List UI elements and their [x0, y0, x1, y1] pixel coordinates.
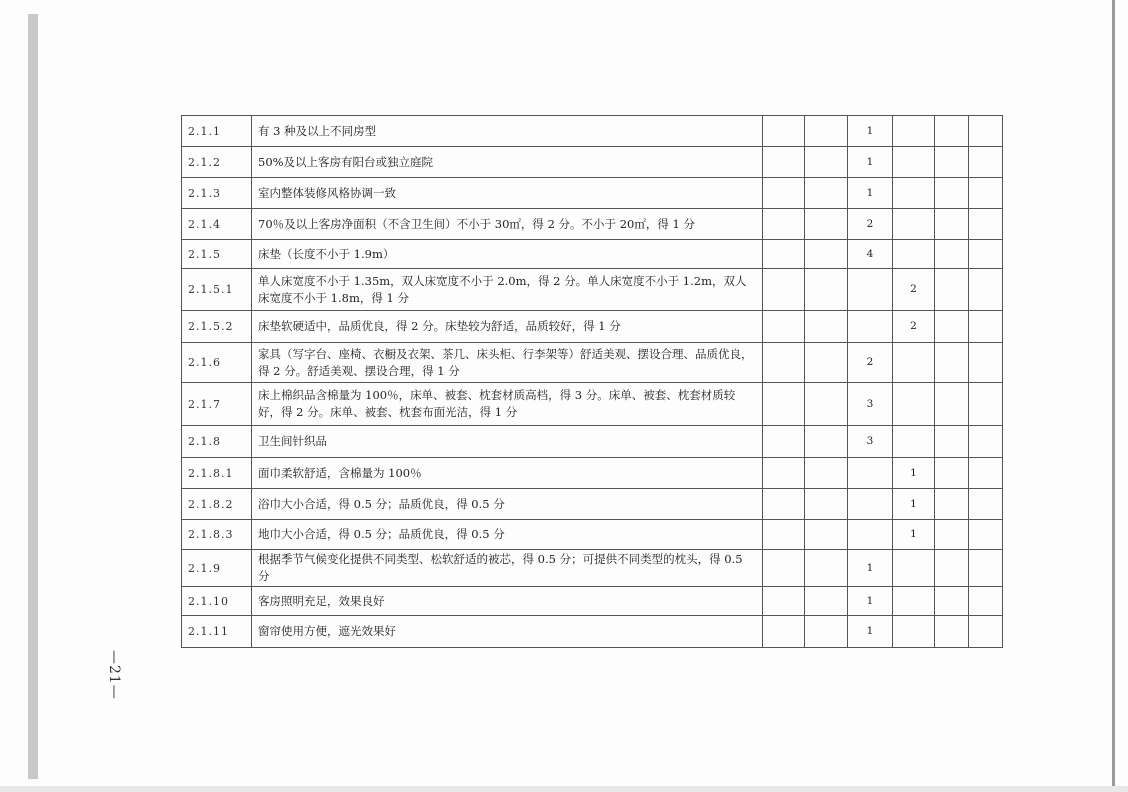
score-cell-c5 [935, 489, 969, 520]
score-cell-c3 [848, 520, 893, 550]
table-row [182, 116, 1003, 147]
table-row [182, 587, 1003, 616]
item-description: 窗帘使用方便，遮光效果好 [252, 616, 763, 648]
score-cell-c3: 1 [848, 178, 893, 209]
score-cell-c6 [969, 147, 1003, 178]
score-cell-c5 [935, 616, 969, 648]
score-cell-c6 [969, 587, 1003, 616]
score-cell-c5 [935, 209, 969, 240]
item-code: 2.1.5.2 [182, 311, 252, 343]
item-code: 2.1.8.2 [182, 489, 252, 520]
score-cell-c1 [763, 383, 805, 426]
score-cell-c3 [848, 269, 893, 311]
score-cell-c4 [893, 116, 935, 147]
item-description: 床上棉织品含棉量为 100％，床单、被套、枕套材质高档，得 3 分。床单、被套、枕套材质较好，得 2 分。床单、被套、枕套布面光洁，得 1 分 [252, 383, 763, 426]
table-row [182, 520, 1003, 550]
score-cell-c3: 1 [848, 616, 893, 648]
score-cell-c5 [935, 311, 969, 343]
scan-edge-left [28, 14, 38, 779]
score-cell-c2 [805, 616, 848, 648]
score-cell-c1 [763, 269, 805, 311]
item-description: 50%及以上客房有阳台或独立庭院 [252, 147, 763, 178]
score-cell-c4: 2 [893, 269, 935, 311]
score-cell-c1 [763, 209, 805, 240]
score-cell-c6 [969, 178, 1003, 209]
score-cell-c5 [935, 458, 969, 489]
item-code: 2.1.10 [182, 587, 252, 616]
score-cell-c2 [805, 240, 848, 269]
item-description: 家具（写字台、座椅、衣橱及衣架、茶几、床头柜、行李架等）舒适美观、摆设合理、品质优良，得 2 分。舒适美观、摆设合理，得 1 分 [252, 343, 763, 383]
score-cell-c1 [763, 178, 805, 209]
score-cell-c3: 2 [848, 209, 893, 240]
score-cell-c6 [969, 520, 1003, 550]
score-cell-c6 [969, 383, 1003, 426]
score-cell-c4: 1 [893, 458, 935, 489]
score-cell-c2 [805, 269, 848, 311]
score-cell-c5 [935, 587, 969, 616]
scan-edge-right [1112, 0, 1115, 792]
item-code: 2.1.1 [182, 116, 252, 147]
score-cell-c2 [805, 426, 848, 458]
score-cell-c6 [969, 550, 1003, 587]
score-cell-c1 [763, 116, 805, 147]
item-description: 面巾柔软舒适，含棉量为 100％ [252, 458, 763, 489]
score-cell-c5 [935, 116, 969, 147]
score-cell-c4: 2 [893, 311, 935, 343]
score-cell-c6 [969, 116, 1003, 147]
table-row [182, 458, 1003, 489]
item-code: 2.1.8 [182, 426, 252, 458]
score-cell-c2 [805, 178, 848, 209]
score-cell-c2 [805, 343, 848, 383]
table-row [182, 240, 1003, 269]
item-code: 2.1.4 [182, 209, 252, 240]
score-cell-c3 [848, 489, 893, 520]
table-row [182, 343, 1003, 383]
score-cell-c4 [893, 426, 935, 458]
item-code: 2.1.5.1 [182, 269, 252, 311]
score-cell-c3 [848, 458, 893, 489]
score-cell-c3: 3 [848, 426, 893, 458]
score-cell-c2 [805, 147, 848, 178]
item-description: 客房照明充足，效果良好 [252, 587, 763, 616]
item-code: 2.1.2 [182, 147, 252, 178]
score-cell-c1 [763, 147, 805, 178]
score-cell-c3: 4 [848, 240, 893, 269]
score-cell-c4 [893, 209, 935, 240]
score-cell-c6 [969, 209, 1003, 240]
score-cell-c3: 3 [848, 383, 893, 426]
score-cell-c5 [935, 269, 969, 311]
score-cell-c6 [969, 616, 1003, 648]
score-cell-c3: 1 [848, 550, 893, 587]
score-cell-c4 [893, 587, 935, 616]
item-description: 地巾大小合适，得 0.5 分；品质优良，得 0.5 分 [252, 520, 763, 550]
table-row [182, 311, 1003, 343]
score-cell-c3: 2 [848, 343, 893, 383]
score-cell-c2 [805, 587, 848, 616]
item-code: 2.1.9 [182, 550, 252, 587]
score-cell-c4: 1 [893, 520, 935, 550]
score-cell-c2 [805, 520, 848, 550]
table-row [182, 383, 1003, 426]
score-cell-c4 [893, 178, 935, 209]
score-cell-c2 [805, 311, 848, 343]
score-cell-c2 [805, 489, 848, 520]
score-cell-c4 [893, 343, 935, 383]
item-description: 浴巾大小合适，得 0.5 分；品质优良，得 0.5 分 [252, 489, 763, 520]
score-cell-c2 [805, 383, 848, 426]
table-row [182, 269, 1003, 311]
score-cell-c4: 1 [893, 489, 935, 520]
score-cell-c5 [935, 178, 969, 209]
score-cell-c2 [805, 116, 848, 147]
score-cell-c3: 1 [848, 587, 893, 616]
score-cell-c1 [763, 311, 805, 343]
score-cell-c6 [969, 269, 1003, 311]
score-cell-c1 [763, 520, 805, 550]
score-cell-c1 [763, 550, 805, 587]
item-description: 根据季节气候变化提供不同类型、松软舒适的被芯，得 0.5 分；可提供不同类型的枕头，得 0.5 分 [252, 550, 763, 587]
score-cell-c1 [763, 240, 805, 269]
score-cell-c3: 1 [848, 147, 893, 178]
score-cell-c5 [935, 550, 969, 587]
item-code: 2.1.3 [182, 178, 252, 209]
page-number: —21— [106, 650, 122, 700]
item-description: 床垫软硬适中，品质优良，得 2 分。床垫较为舒适，品质较好，得 1 分 [252, 311, 763, 343]
item-description: 70％及以上客房净面积（不含卫生间）不小于 30㎡，得 2 分。不小于 20㎡，得 1 分 [252, 209, 763, 240]
score-cell-c6 [969, 489, 1003, 520]
score-cell-c4 [893, 383, 935, 426]
item-description: 床垫（长度不小于 1.9m） [252, 240, 763, 269]
score-cell-c3 [848, 311, 893, 343]
scoring-table [181, 115, 1003, 648]
item-code: 2.1.6 [182, 343, 252, 383]
table-row [182, 209, 1003, 240]
item-description: 单人床宽度不小于 1.35m，双人床宽度不小于 2.0m，得 2 分。单人床宽度不小于 1.2m，双人床宽度不小于 1.8m，得 1 分 [252, 269, 763, 311]
score-cell-c4 [893, 616, 935, 648]
score-cell-c5 [935, 343, 969, 383]
score-cell-c5 [935, 426, 969, 458]
score-cell-c6 [969, 343, 1003, 383]
score-cell-c6 [969, 311, 1003, 343]
score-cell-c3: 1 [848, 116, 893, 147]
score-cell-c1 [763, 343, 805, 383]
score-cell-c2 [805, 458, 848, 489]
score-cell-c2 [805, 209, 848, 240]
score-cell-c1 [763, 489, 805, 520]
score-cell-c1 [763, 616, 805, 648]
score-cell-c5 [935, 383, 969, 426]
table-row [182, 616, 1003, 648]
item-code: 2.1.7 [182, 383, 252, 426]
item-code: 2.1.5 [182, 240, 252, 269]
item-code: 2.1.8.3 [182, 520, 252, 550]
table-row [182, 147, 1003, 178]
score-cell-c5 [935, 520, 969, 550]
table-row [182, 426, 1003, 458]
table-row [182, 489, 1003, 520]
score-cell-c4 [893, 240, 935, 269]
score-cell-c5 [935, 240, 969, 269]
score-cell-c1 [763, 426, 805, 458]
item-description: 有 3 种及以上不同房型 [252, 116, 763, 147]
score-cell-c2 [805, 550, 848, 587]
score-cell-c6 [969, 240, 1003, 269]
score-cell-c5 [935, 147, 969, 178]
item-description: 室内整体装修风格协调一致 [252, 178, 763, 209]
score-cell-c1 [763, 458, 805, 489]
table-row [182, 178, 1003, 209]
score-cell-c1 [763, 587, 805, 616]
item-code: 2.1.8.1 [182, 458, 252, 489]
score-cell-c6 [969, 426, 1003, 458]
item-description: 卫生间针织品 [252, 426, 763, 458]
table-row [182, 550, 1003, 587]
item-code: 2.1.11 [182, 616, 252, 648]
score-cell-c6 [969, 458, 1003, 489]
scan-edge-bottom [0, 786, 1128, 792]
score-cell-c4 [893, 550, 935, 587]
score-cell-c4 [893, 147, 935, 178]
